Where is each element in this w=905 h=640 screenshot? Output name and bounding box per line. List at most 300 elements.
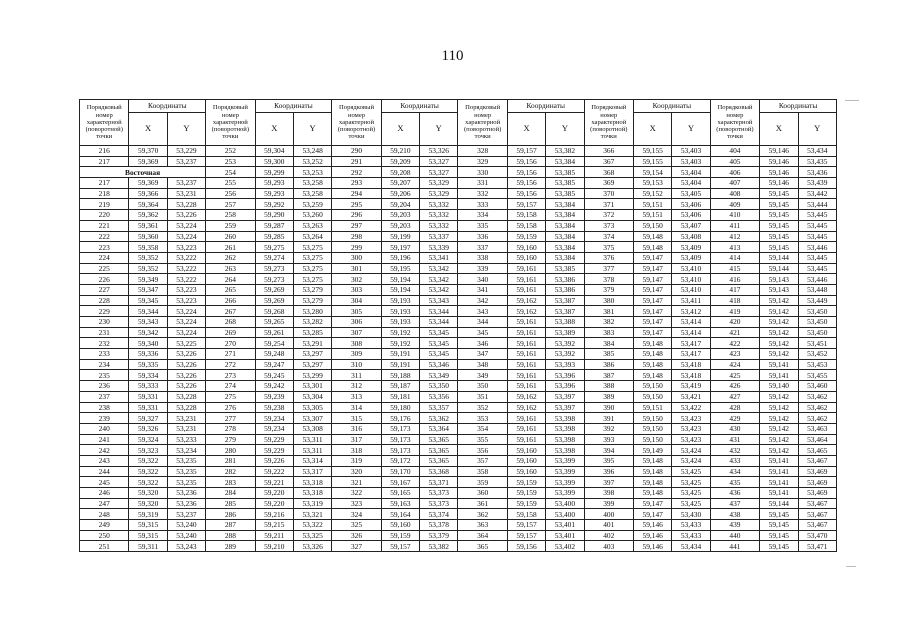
point-number-cell: 305 xyxy=(332,306,381,317)
x-coordinate-cell: 59,156 xyxy=(507,167,545,178)
coordinates-group-header: Координаты xyxy=(381,100,458,113)
y-coordinate-cell: 53,411 xyxy=(672,295,710,306)
point-number-cell: 405 xyxy=(710,156,759,167)
table-row xyxy=(80,167,837,178)
x-coordinate-cell: 59,207 xyxy=(381,178,419,189)
x-coordinate-cell: 59,319 xyxy=(129,509,167,520)
y-coordinate-cell: 53,434 xyxy=(798,146,837,157)
y-coordinate-cell: 53,317 xyxy=(293,466,331,477)
ordinal-column-header: Порядковый номер характерной (поворотной) точки xyxy=(332,100,381,146)
point-number-cell: 368 xyxy=(584,167,633,178)
y-coordinate-cell: 53,237 xyxy=(167,178,205,189)
point-number-cell: 237 xyxy=(80,391,129,402)
point-number-cell: 269 xyxy=(206,327,255,338)
y-coordinate-cell: 53,332 xyxy=(420,220,458,231)
point-number-cell: 264 xyxy=(206,274,255,285)
x-coordinate-cell: 59,150 xyxy=(634,391,672,402)
y-coordinate-cell: 53,433 xyxy=(672,530,710,541)
point-number-cell: 319 xyxy=(332,455,381,466)
table-row xyxy=(80,210,837,221)
x-coordinate-cell: 59,144 xyxy=(760,263,798,274)
point-number-cell: 309 xyxy=(332,349,381,360)
x-coordinate-cell: 59,352 xyxy=(129,263,167,274)
y-coordinate-cell: 53,444 xyxy=(798,199,837,210)
point-number-cell: 273 xyxy=(206,370,255,381)
x-coordinate-cell: 59,261 xyxy=(255,327,293,338)
y-coordinate-cell: 53,418 xyxy=(672,359,710,370)
point-number-cell: 242 xyxy=(80,445,129,456)
y-coordinate-cell: 53,285 xyxy=(293,327,331,338)
y-coordinate-cell: 53,373 xyxy=(420,488,458,499)
x-coordinate-cell: 59,140 xyxy=(760,381,798,392)
y-coordinate-cell: 53,451 xyxy=(798,338,837,349)
y-coordinate-cell: 53,236 xyxy=(167,498,205,509)
point-number-cell: 326 xyxy=(332,530,381,541)
point-number-cell: 363 xyxy=(458,520,507,531)
y-coordinate-cell: 53,222 xyxy=(167,263,205,274)
y-coordinate-cell: 53,365 xyxy=(420,445,458,456)
y-coordinate-cell: 53,236 xyxy=(167,488,205,499)
point-number-cell: 231 xyxy=(80,327,129,338)
point-number-cell: 295 xyxy=(332,199,381,210)
y-coordinate-cell: 53,387 xyxy=(546,295,584,306)
point-number-cell: 400 xyxy=(584,509,633,520)
x-column-header: X xyxy=(634,113,672,146)
table-body xyxy=(80,146,837,552)
y-coordinate-cell: 53,248 xyxy=(293,146,331,157)
x-coordinate-cell: 59,315 xyxy=(129,530,167,541)
y-coordinate-cell: 53,425 xyxy=(672,477,710,488)
x-coordinate-cell: 59,203 xyxy=(381,220,419,231)
point-number-cell: 391 xyxy=(584,413,633,424)
point-number-cell: 321 xyxy=(332,477,381,488)
point-number-cell: 413 xyxy=(710,242,759,253)
point-number-cell: 378 xyxy=(584,274,633,285)
point-number-cell: 379 xyxy=(584,284,633,295)
x-coordinate-cell: 59,147 xyxy=(634,498,672,509)
point-number-cell: 359 xyxy=(458,477,507,488)
x-coordinate-cell: 59,157 xyxy=(381,541,419,552)
x-coordinate-cell: 59,161 xyxy=(507,327,545,338)
y-coordinate-cell: 53,365 xyxy=(420,455,458,466)
y-column-header: Y xyxy=(798,113,837,146)
y-coordinate-cell: 53,386 xyxy=(546,274,584,285)
point-number-cell: 392 xyxy=(584,423,633,434)
y-coordinate-cell: 53,226 xyxy=(167,370,205,381)
y-coordinate-cell: 53,408 xyxy=(672,231,710,242)
x-coordinate-cell: 59,160 xyxy=(507,455,545,466)
point-number-cell: 406 xyxy=(710,167,759,178)
y-coordinate-cell: 53,263 xyxy=(293,220,331,231)
y-coordinate-cell: 53,384 xyxy=(546,156,584,167)
point-number-cell: 358 xyxy=(458,466,507,477)
x-coordinate-cell: 59,172 xyxy=(381,455,419,466)
point-number-cell: 349 xyxy=(458,370,507,381)
y-coordinate-cell: 53,231 xyxy=(167,188,205,199)
y-coordinate-cell: 53,275 xyxy=(293,274,331,285)
x-coordinate-cell: 59,358 xyxy=(129,242,167,253)
table-row xyxy=(80,488,837,499)
point-number-cell: 220 xyxy=(80,210,129,221)
table-row xyxy=(80,455,837,466)
x-coordinate-cell: 59,293 xyxy=(255,188,293,199)
y-coordinate-cell: 53,399 xyxy=(546,466,584,477)
point-number-cell: 430 xyxy=(710,423,759,434)
x-coordinate-cell: 59,160 xyxy=(507,466,545,477)
y-coordinate-cell: 53,332 xyxy=(420,210,458,221)
point-number-cell: 262 xyxy=(206,252,255,263)
x-coordinate-cell: 59,142 xyxy=(760,423,798,434)
y-coordinate-cell: 53,325 xyxy=(293,530,331,541)
point-number-cell: 360 xyxy=(458,488,507,499)
x-coordinate-cell: 59,142 xyxy=(760,434,798,445)
x-coordinate-cell: 59,369 xyxy=(129,178,167,189)
x-coordinate-cell: 59,163 xyxy=(381,498,419,509)
point-number-cell: 275 xyxy=(206,391,255,402)
point-number-cell: 240 xyxy=(80,423,129,434)
y-coordinate-cell: 53,226 xyxy=(167,359,205,370)
x-coordinate-cell: 59,156 xyxy=(507,156,545,167)
x-coordinate-cell: 59,273 xyxy=(255,263,293,274)
x-coordinate-cell: 59,159 xyxy=(507,231,545,242)
x-coordinate-cell: 59,210 xyxy=(255,541,293,552)
table-row xyxy=(80,413,837,424)
y-coordinate-cell: 53,404 xyxy=(672,167,710,178)
y-coordinate-cell: 53,301 xyxy=(293,381,331,392)
y-coordinate-cell: 53,410 xyxy=(672,263,710,274)
y-coordinate-cell: 53,279 xyxy=(293,284,331,295)
y-coordinate-cell: 53,326 xyxy=(293,541,331,552)
y-coordinate-cell: 53,318 xyxy=(293,488,331,499)
x-coordinate-cell: 59,162 xyxy=(507,391,545,402)
y-coordinate-cell: 53,398 xyxy=(546,434,584,445)
point-number-cell: 377 xyxy=(584,263,633,274)
x-coordinate-cell: 59,150 xyxy=(634,423,672,434)
point-number-cell: 416 xyxy=(710,274,759,285)
point-number-cell: 288 xyxy=(206,530,255,541)
y-column-header: Y xyxy=(672,113,710,146)
x-coordinate-cell: 59,145 xyxy=(760,541,798,552)
point-number-cell: 375 xyxy=(584,242,633,253)
point-number-cell: 217 xyxy=(80,156,129,167)
x-coordinate-cell: 59,364 xyxy=(129,199,167,210)
x-coordinate-cell: 59,147 xyxy=(634,284,672,295)
x-coordinate-cell: 59,299 xyxy=(255,167,293,178)
x-coordinate-cell: 59,150 xyxy=(634,381,672,392)
point-number-cell: 424 xyxy=(710,359,759,370)
table-row xyxy=(80,520,837,531)
point-number-cell: 335 xyxy=(458,220,507,231)
y-coordinate-cell: 53,332 xyxy=(420,199,458,210)
x-coordinate-cell: 59,247 xyxy=(255,359,293,370)
y-column-header: Y xyxy=(293,113,331,146)
y-coordinate-cell: 53,462 xyxy=(798,413,837,424)
x-coordinate-cell: 59,238 xyxy=(255,402,293,413)
table-header-row xyxy=(80,100,837,113)
y-coordinate-cell: 53,417 xyxy=(672,338,710,349)
y-coordinate-cell: 53,326 xyxy=(420,146,458,157)
point-number-cell: 278 xyxy=(206,423,255,434)
point-number-cell: 307 xyxy=(332,327,381,338)
y-coordinate-cell: 53,401 xyxy=(546,530,584,541)
y-coordinate-cell: 53,382 xyxy=(546,146,584,157)
point-number-cell: 437 xyxy=(710,498,759,509)
x-coordinate-cell: 59,142 xyxy=(760,317,798,328)
y-coordinate-cell: 53,389 xyxy=(546,327,584,338)
x-coordinate-cell: 59,157 xyxy=(507,530,545,541)
x-column-header: X xyxy=(760,113,798,146)
point-number-cell: 291 xyxy=(332,156,381,167)
table-row xyxy=(80,146,837,157)
point-number-cell: 241 xyxy=(80,434,129,445)
x-coordinate-cell: 59,156 xyxy=(507,188,545,199)
x-coordinate-cell: 59,369 xyxy=(129,156,167,167)
point-number-cell: 303 xyxy=(332,284,381,295)
y-coordinate-cell: 53,414 xyxy=(672,327,710,338)
y-coordinate-cell: 53,342 xyxy=(420,274,458,285)
x-coordinate-cell: 59,145 xyxy=(760,509,798,520)
point-number-cell: 284 xyxy=(206,488,255,499)
point-number-cell: 301 xyxy=(332,263,381,274)
point-number-cell: 253 xyxy=(206,156,255,167)
x-coordinate-cell: 59,285 xyxy=(255,231,293,242)
ordinal-column-header: Порядковый номер характерной (поворотной) точки xyxy=(584,100,633,146)
x-coordinate-cell: 59,146 xyxy=(760,146,798,157)
y-coordinate-cell: 53,384 xyxy=(546,242,584,253)
y-coordinate-cell: 53,228 xyxy=(167,402,205,413)
x-coordinate-cell: 59,370 xyxy=(129,146,167,157)
x-coordinate-cell: 59,229 xyxy=(255,445,293,456)
x-coordinate-cell: 59,141 xyxy=(760,466,798,477)
point-number-cell: 228 xyxy=(80,295,129,306)
table-row xyxy=(80,370,837,381)
x-column-header: X xyxy=(255,113,293,146)
x-coordinate-cell: 59,157 xyxy=(507,199,545,210)
x-coordinate-cell: 59,146 xyxy=(634,541,672,552)
y-coordinate-cell: 53,304 xyxy=(293,391,331,402)
x-coordinate-cell: 59,161 xyxy=(507,274,545,285)
y-coordinate-cell: 53,385 xyxy=(546,178,584,189)
y-coordinate-cell: 53,327 xyxy=(420,156,458,167)
y-coordinate-cell: 53,462 xyxy=(798,391,837,402)
point-number-cell: 351 xyxy=(458,391,507,402)
x-coordinate-cell: 59,149 xyxy=(634,445,672,456)
point-number-cell: 342 xyxy=(458,295,507,306)
point-number-cell: 227 xyxy=(80,284,129,295)
y-coordinate-cell: 53,396 xyxy=(546,370,584,381)
table-row xyxy=(80,156,837,167)
y-coordinate-cell: 53,252 xyxy=(293,156,331,167)
x-coordinate-cell: 59,148 xyxy=(634,477,672,488)
y-coordinate-cell: 53,467 xyxy=(798,520,837,531)
point-number-cell: 409 xyxy=(710,199,759,210)
x-coordinate-cell: 59,194 xyxy=(381,274,419,285)
point-number-cell: 380 xyxy=(584,295,633,306)
x-coordinate-cell: 59,216 xyxy=(255,509,293,520)
y-coordinate-cell: 53,384 xyxy=(546,252,584,263)
y-coordinate-cell: 53,223 xyxy=(167,242,205,253)
x-coordinate-cell: 59,290 xyxy=(255,210,293,221)
x-coordinate-cell: 59,222 xyxy=(255,466,293,477)
point-number-cell: 389 xyxy=(584,391,633,402)
point-number-cell: 347 xyxy=(458,349,507,360)
x-coordinate-cell: 59,195 xyxy=(381,263,419,274)
y-coordinate-cell: 53,399 xyxy=(546,455,584,466)
x-coordinate-cell: 59,331 xyxy=(129,391,167,402)
y-coordinate-cell: 53,399 xyxy=(546,477,584,488)
y-coordinate-cell: 53,385 xyxy=(546,263,584,274)
x-coordinate-cell: 59,226 xyxy=(255,455,293,466)
y-coordinate-cell: 53,234 xyxy=(167,445,205,456)
point-number-cell: 333 xyxy=(458,199,507,210)
y-coordinate-cell: 53,224 xyxy=(167,327,205,338)
point-number-cell: 399 xyxy=(584,498,633,509)
x-coordinate-cell: 59,161 xyxy=(507,370,545,381)
point-number-cell: 439 xyxy=(710,520,759,531)
y-coordinate-cell: 53,397 xyxy=(546,402,584,413)
point-number-cell: 345 xyxy=(458,327,507,338)
x-coordinate-cell: 59,158 xyxy=(507,210,545,221)
point-number-cell: 322 xyxy=(332,488,381,499)
y-coordinate-cell: 53,258 xyxy=(293,178,331,189)
table-row xyxy=(80,509,837,520)
y-coordinate-cell: 53,405 xyxy=(672,188,710,199)
point-number-cell: 276 xyxy=(206,402,255,413)
y-coordinate-cell: 53,345 xyxy=(420,327,458,338)
x-coordinate-cell: 59,147 xyxy=(634,263,672,274)
y-coordinate-cell: 53,423 xyxy=(672,434,710,445)
x-coordinate-cell: 59,344 xyxy=(129,306,167,317)
y-coordinate-cell: 53,398 xyxy=(546,413,584,424)
section-label-cell: Восточная xyxy=(80,167,206,178)
point-number-cell: 374 xyxy=(584,231,633,242)
point-number-cell: 407 xyxy=(710,178,759,189)
x-coordinate-cell: 59,342 xyxy=(129,327,167,338)
x-coordinate-cell: 59,142 xyxy=(760,327,798,338)
y-coordinate-cell: 53,260 xyxy=(293,210,331,221)
x-coordinate-cell: 59,145 xyxy=(760,520,798,531)
x-coordinate-cell: 59,269 xyxy=(255,295,293,306)
x-coordinate-cell: 59,265 xyxy=(255,317,293,328)
x-coordinate-cell: 59,148 xyxy=(634,488,672,499)
table-row xyxy=(80,242,837,253)
point-number-cell: 419 xyxy=(710,306,759,317)
scan-rule xyxy=(845,100,859,101)
y-coordinate-cell: 53,449 xyxy=(798,295,837,306)
x-coordinate-cell: 59,191 xyxy=(381,359,419,370)
coordinates-group-header: Координаты xyxy=(507,100,584,113)
x-coordinate-cell: 59,181 xyxy=(381,391,419,402)
point-number-cell: 427 xyxy=(710,391,759,402)
x-coordinate-cell: 59,159 xyxy=(507,498,545,509)
y-coordinate-cell: 53,364 xyxy=(420,423,458,434)
point-number-cell: 440 xyxy=(710,530,759,541)
x-coordinate-cell: 59,343 xyxy=(129,317,167,328)
x-coordinate-cell: 59,322 xyxy=(129,477,167,488)
x-coordinate-cell: 59,234 xyxy=(255,413,293,424)
x-coordinate-cell: 59,293 xyxy=(255,178,293,189)
point-number-cell: 238 xyxy=(80,402,129,413)
x-coordinate-cell: 59,210 xyxy=(381,146,419,157)
point-number-cell: 398 xyxy=(584,488,633,499)
x-coordinate-cell: 59,142 xyxy=(760,338,798,349)
y-coordinate-cell: 53,307 xyxy=(293,413,331,424)
point-number-cell: 340 xyxy=(458,274,507,285)
point-number-cell: 423 xyxy=(710,349,759,360)
x-coordinate-cell: 59,239 xyxy=(255,391,293,402)
x-coordinate-cell: 59,360 xyxy=(129,231,167,242)
x-coordinate-cell: 59,143 xyxy=(760,274,798,285)
point-number-cell: 422 xyxy=(710,338,759,349)
y-coordinate-cell: 53,371 xyxy=(420,477,458,488)
page-number: 110 xyxy=(441,48,464,64)
y-coordinate-cell: 53,423 xyxy=(672,423,710,434)
x-coordinate-cell: 59,150 xyxy=(634,434,672,445)
x-coordinate-cell: 59,234 xyxy=(255,423,293,434)
point-number-cell: 415 xyxy=(710,263,759,274)
y-coordinate-cell: 53,463 xyxy=(798,423,837,434)
x-coordinate-cell: 59,146 xyxy=(634,530,672,541)
table-row xyxy=(80,284,837,295)
x-coordinate-cell: 59,142 xyxy=(760,445,798,456)
y-coordinate-cell: 53,392 xyxy=(546,349,584,360)
point-number-cell: 438 xyxy=(710,509,759,520)
y-coordinate-cell: 53,409 xyxy=(672,242,710,253)
y-coordinate-cell: 53,467 xyxy=(798,498,837,509)
x-coordinate-cell: 59,204 xyxy=(381,199,419,210)
point-number-cell: 341 xyxy=(458,284,507,295)
x-coordinate-cell: 59,160 xyxy=(507,252,545,263)
point-number-cell: 306 xyxy=(332,317,381,328)
y-coordinate-cell: 53,337 xyxy=(420,231,458,242)
point-number-cell: 271 xyxy=(206,349,255,360)
x-coordinate-cell: 59,361 xyxy=(129,220,167,231)
x-coordinate-cell: 59,335 xyxy=(129,359,167,370)
y-coordinate-cell: 53,421 xyxy=(672,391,710,402)
point-number-cell: 396 xyxy=(584,466,633,477)
y-coordinate-cell: 53,291 xyxy=(293,338,331,349)
x-coordinate-cell: 59,147 xyxy=(634,252,672,263)
y-coordinate-cell: 53,240 xyxy=(167,530,205,541)
point-number-cell: 272 xyxy=(206,359,255,370)
x-coordinate-cell: 59,192 xyxy=(381,338,419,349)
x-coordinate-cell: 59,208 xyxy=(381,167,419,178)
x-coordinate-cell: 59,161 xyxy=(507,423,545,434)
y-coordinate-cell: 53,237 xyxy=(167,156,205,167)
point-number-cell: 260 xyxy=(206,231,255,242)
table-row xyxy=(80,317,837,328)
table-row xyxy=(80,498,837,509)
y-coordinate-cell: 53,379 xyxy=(420,530,458,541)
ordinal-column-header: Порядковый номер характерной (поворотной) точки xyxy=(80,100,129,146)
point-number-cell: 217 xyxy=(80,178,129,189)
y-coordinate-cell: 53,357 xyxy=(420,402,458,413)
y-coordinate-cell: 53,229 xyxy=(167,146,205,157)
x-coordinate-cell: 59,143 xyxy=(760,284,798,295)
y-coordinate-cell: 53,384 xyxy=(546,199,584,210)
x-coordinate-cell: 59,148 xyxy=(634,466,672,477)
point-number-cell: 433 xyxy=(710,455,759,466)
x-coordinate-cell: 59,148 xyxy=(634,349,672,360)
y-coordinate-cell: 53,424 xyxy=(672,455,710,466)
y-coordinate-cell: 53,356 xyxy=(420,391,458,402)
x-coordinate-cell: 59,160 xyxy=(507,445,545,456)
y-coordinate-cell: 53,396 xyxy=(546,381,584,392)
y-coordinate-cell: 53,388 xyxy=(546,317,584,328)
point-number-cell: 252 xyxy=(206,146,255,157)
x-coordinate-cell: 59,331 xyxy=(129,402,167,413)
x-coordinate-cell: 59,193 xyxy=(381,317,419,328)
